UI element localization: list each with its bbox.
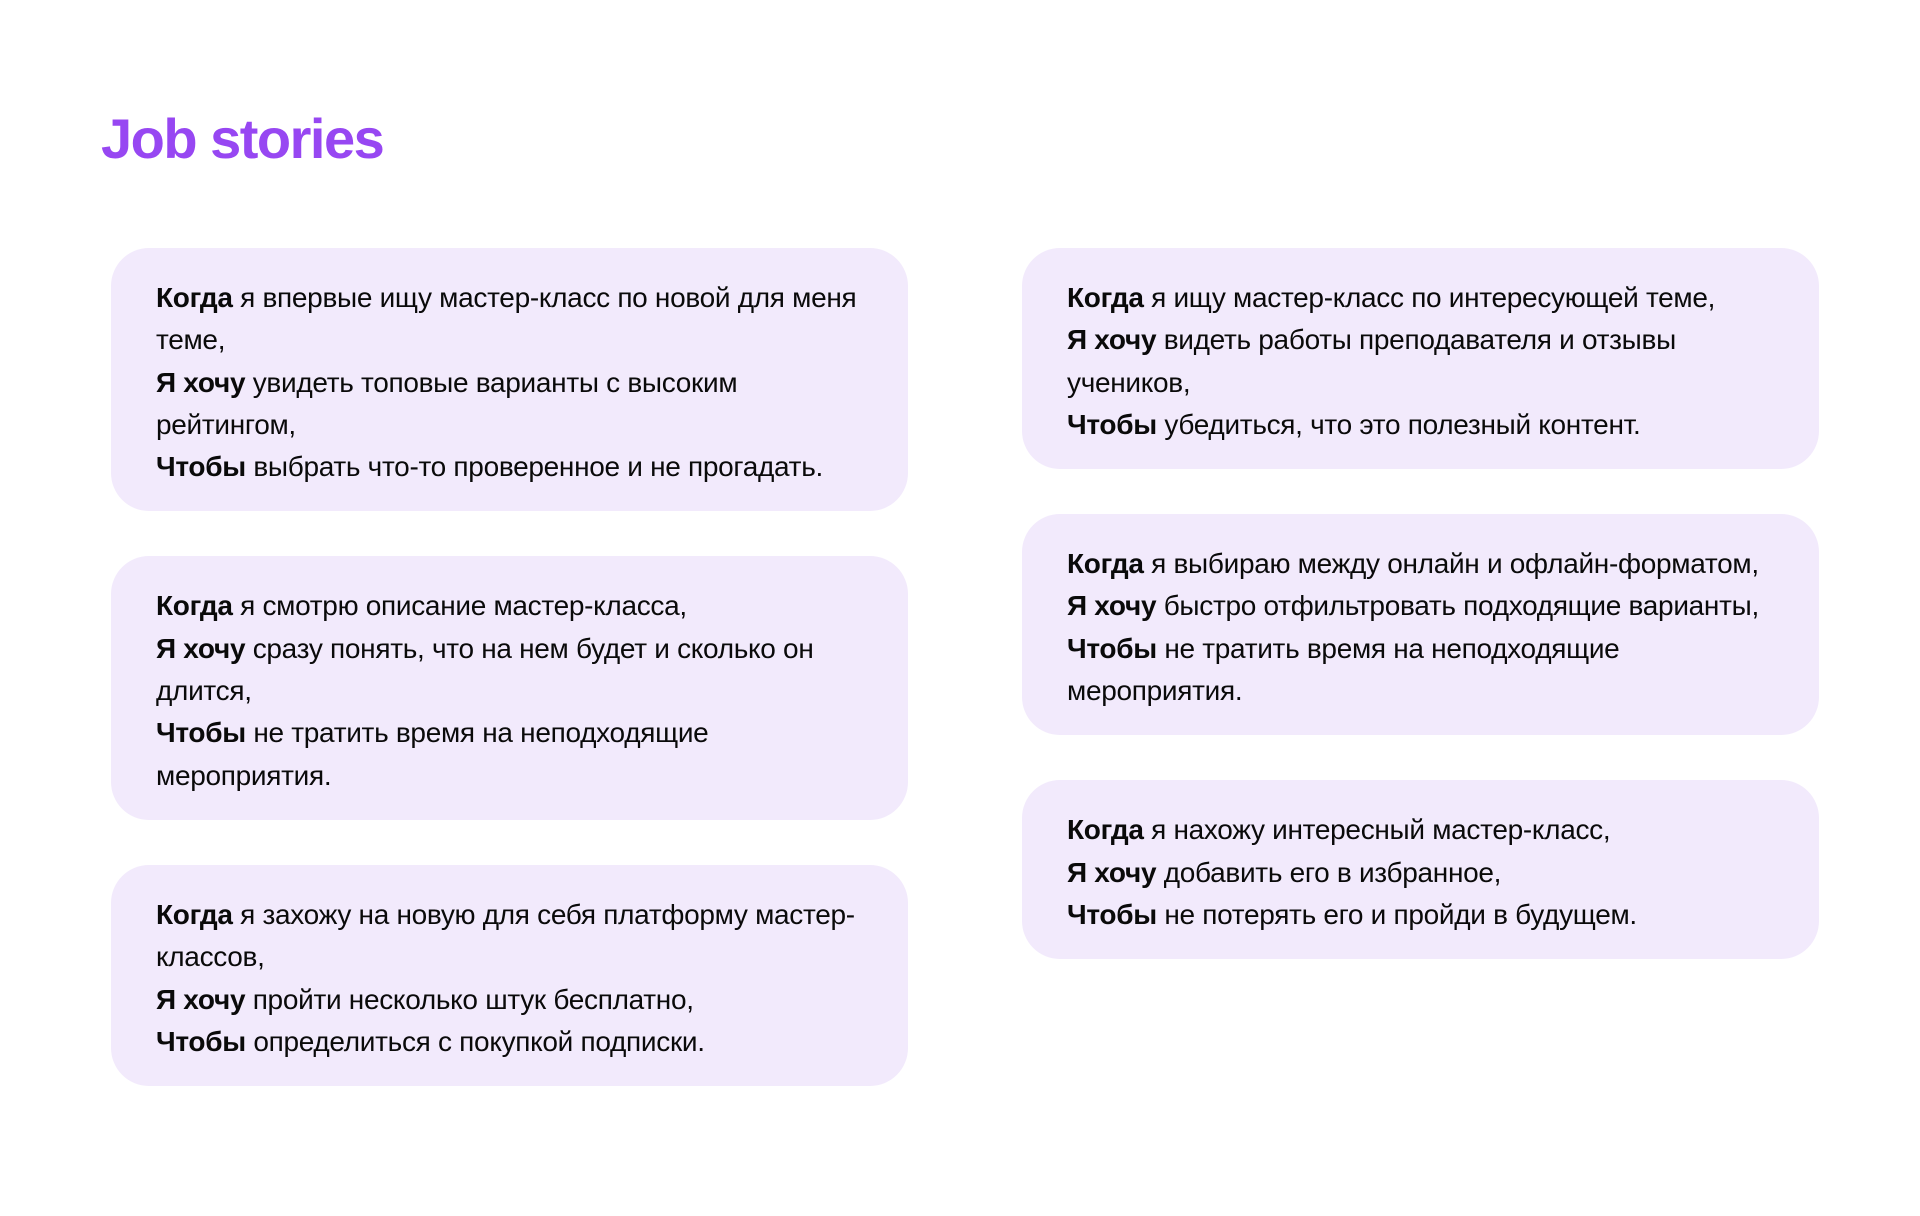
story-so-that-text: не тратить время на неподходящие мероприятия. <box>1067 632 1620 707</box>
keyword-when: Когда <box>1067 814 1144 846</box>
story-when-line <box>1067 277 1779 319</box>
keyword-want: Я хочу <box>156 366 246 398</box>
story-so-that-line <box>156 446 868 488</box>
story-want-line <box>156 979 868 1021</box>
story-when-line <box>156 277 868 362</box>
story-when-text: я смотрю описание мастер-класса, <box>232 590 687 622</box>
keyword-want: Я хочу <box>1067 856 1157 888</box>
story-so-that-line <box>1067 628 1779 713</box>
story-when-line <box>156 894 868 979</box>
story-so-that-text: убедиться, что это полезный контент. <box>1156 408 1641 440</box>
story-want-text: пройти несколько штук бесплатно, <box>245 983 694 1015</box>
keyword-when: Когда <box>1067 282 1144 313</box>
story-so-that-text: определиться с покупкой подписки. <box>245 1025 705 1057</box>
story-want-line <box>1067 585 1779 627</box>
job-story-card <box>1022 514 1819 735</box>
story-so-that-line <box>156 1021 868 1063</box>
story-want-text: сразу понять, что на нем будет и сколько он длится, <box>156 632 814 707</box>
story-want-text: видеть работы преподавателя и отзывы учеников, <box>1067 324 1676 398</box>
keyword-when: Когда <box>1067 548 1144 580</box>
keyword-when: Когда <box>156 282 233 313</box>
story-so-that-line <box>1067 404 1779 446</box>
keyword-want: Я хочу <box>1067 590 1157 622</box>
story-want-line <box>156 628 868 713</box>
story-when-text: я захожу на новую для себя платформу мастер-классов, <box>156 898 855 973</box>
keyword-so-that: Чтобы <box>1067 632 1157 664</box>
story-so-that-text: не тратить время на неподходящие мероприятия. <box>156 717 709 791</box>
job-story-card <box>111 865 908 1086</box>
keyword-so-that: Чтобы <box>156 717 246 749</box>
keyword-so-that: Чтобы <box>156 451 246 483</box>
keyword-want: Я хочу <box>156 632 246 664</box>
job-story-card <box>1022 780 1819 959</box>
story-so-that-line <box>1067 894 1779 936</box>
story-when-text: я ищу мастер-класс по интересующей теме, <box>1143 282 1716 313</box>
job-story-card <box>111 556 908 819</box>
job-story-card <box>111 248 908 511</box>
stories-column-right <box>1022 248 1819 959</box>
story-when-line <box>1067 809 1779 851</box>
keyword-when: Когда <box>156 590 233 622</box>
story-want-line <box>156 362 868 447</box>
story-when-text: я выбираю между онлайн и офлайн-форматом, <box>1143 548 1759 580</box>
stories-column-left <box>111 248 908 1086</box>
keyword-so-that: Чтобы <box>1067 408 1157 440</box>
keyword-so-that: Чтобы <box>1067 898 1157 930</box>
story-so-that-line <box>156 712 868 797</box>
keyword-want: Я хочу <box>1067 324 1157 356</box>
story-so-that-text: выбрать что-то проверенное и не прогадать. <box>245 451 823 483</box>
keyword-want: Я хочу <box>156 983 246 1015</box>
story-when-line <box>1067 543 1779 585</box>
job-story-card <box>1022 248 1819 469</box>
keyword-so-that: Чтобы <box>156 1025 246 1057</box>
story-when-line <box>156 585 868 627</box>
story-want-text: увидеть топовые варианты с высоким рейтингом, <box>156 366 738 440</box>
page-title: Job stories <box>101 107 384 170</box>
story-want-text: добавить его в избранное, <box>1156 856 1502 888</box>
story-want-line <box>1067 852 1779 894</box>
story-when-text: я нахожу интересный мастер-класс, <box>1143 814 1611 846</box>
story-so-that-text: не потерять его и пройди в будущем. <box>1156 898 1637 930</box>
keyword-when: Когда <box>156 898 233 930</box>
story-want-line <box>1067 319 1779 404</box>
story-when-text: я впервые ищу мастер-класс по новой для меня теме, <box>156 282 857 356</box>
story-want-text: быстро отфильтровать подходящие варианты, <box>1156 590 1759 622</box>
